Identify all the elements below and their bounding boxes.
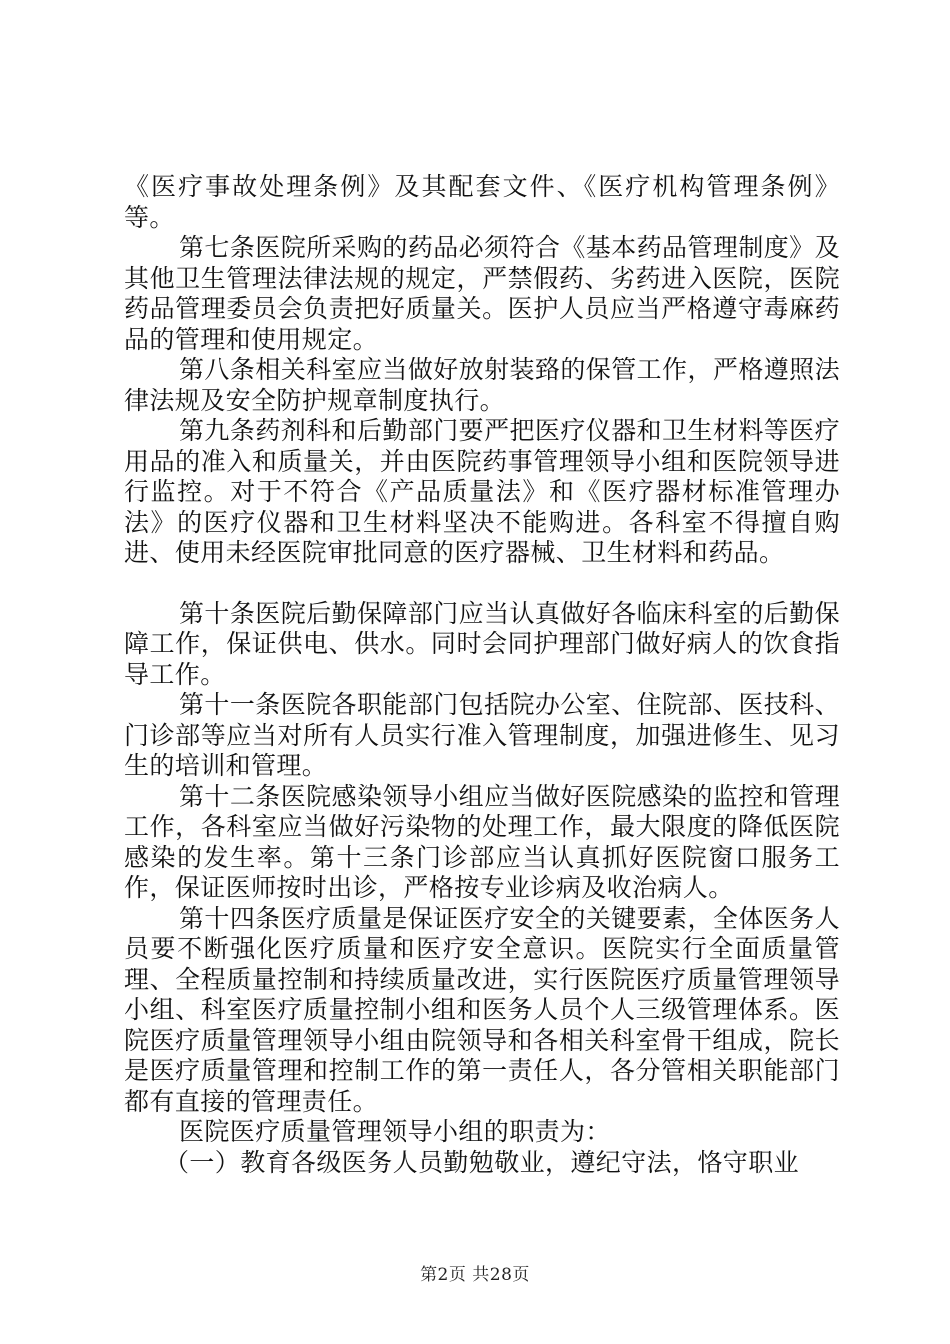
page-number-footer: 第2页 共28页 <box>420 1265 530 1285</box>
paragraph-duty-item-1: （一）教育各级医务人员勤勉敬业，遵纪守法，恪守职业 <box>164 1147 800 1177</box>
paragraph-article-12-13: 第十二条医院感染领导小组应当做好医院感染的监控和管理工作，各科室应当做好污染物的处理工作，最大限度的降低医院感染的发生率。第十三条门诊部应当认真抓好医院窗口服务工作，保证医师按时出诊，严格按专业诊病及收治病人。 <box>124 781 840 902</box>
paragraph-article-7: 第七条医院所采购的药品必须符合《基本药品管理制度》及其他卫生管理法律法规的规定，严禁假药、劣药进入医院，医院药品管理委员会负责把好质量关。医护人员应当严格遵守毒麻药品的管理和使用规定。 <box>124 233 840 354</box>
paragraph-duties-heading: 医院医疗质量管理领导小组的职责为： <box>179 1117 611 1146</box>
paragraph-article-9: 第九条药剂科和后勤部门要严把医疗仪器和卫生材料等医疗用品的准入和质量关，并由医院药事管理领导小组和医院领导进行监控。对于不符合《产品质量法》和《医疗器材标准管理办法》的医疗仪器和卫生材料坚决不能购进。各科室不得擅自购进、使用未经医院审批同意的医疗器械、卫生材料和药品。 <box>124 416 840 567</box>
paragraph-article-14: 第十四条医疗质量是保证医疗安全的关键要素，全体医务人员要不断强化医疗质量和医疗安全意识。医院实行全面质量管理、全程质量控制和持续质量改进，实行医院医疗质量管理领导小组、科室医疗质量控制小组和医务人员个人三级管理体系。医院医疗质量管理领导小组由院领导和各相关科室骨干组成，院长是医疗质量管理和控制工作的第一责任人，各分管相关职能部门都有直接的管理责任。 <box>124 903 840 1116</box>
paragraph-article-10: 第十条医院后勤保障部门应当认真做好各临床科室的后勤保障工作，保证供电、供水。同时会同护理部门做好病人的饮食指导工作。 <box>124 598 840 689</box>
paragraph-regulations-list: 《医疗事故处理条例》及其配套文件、《医疗机构管理条例》等。 <box>124 172 840 232</box>
document-body <box>124 172 840 1178</box>
paragraph-article-11: 第十一条医院各职能部门包括院办公室、住院部、医技科、门诊部等应当对所有人员实行准入管理制度，加强进修生、见习生的培训和管理。 <box>124 690 840 780</box>
paragraph-article-8: 第八条相关科室应当做好放射装臵的保管工作，严格遵照法律法规及安全防护规章制度执行。 <box>124 355 840 415</box>
